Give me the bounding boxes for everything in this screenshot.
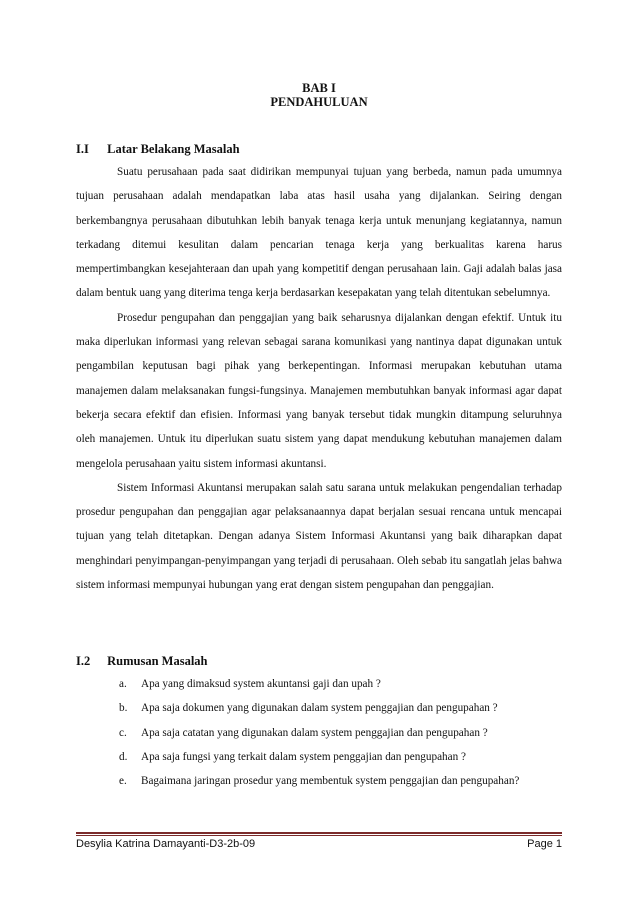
section-heading-rumusan-masalah xyxy=(76,654,208,669)
list-marker: b. xyxy=(119,702,128,715)
section-number: I.I xyxy=(76,142,89,156)
section-title: Latar Belakang Masalah xyxy=(107,142,240,156)
list-marker: d. xyxy=(119,750,128,763)
list-item-text: Apa saja fungsi yang terkait dalam system penggajian dan pengupahan ? xyxy=(141,750,466,763)
list-item xyxy=(119,721,562,745)
list-item-text: Bagaimana jaringan prosedur yang membentuk system penggajian dan pengupahan? xyxy=(141,775,520,788)
list-item-text: Apa saja catatan yang digunakan dalam system penggajian dan pengupahan ? xyxy=(141,726,488,739)
paragraph: Sistem Informasi Akuntansi merupakan salah satu sarana untuk melakukan pengendalian terhadap prosedur pengupahan dan penggajian agar pelaksanaannya dapat berjalan sesuai rencana untuk mencapai tujuan yang telah ditetapkan. Dengan adanya Sistem Informasi Akuntansi yang baik diharapkan dapat menghindari penyimpangan-penyimpangan yang terjadi di perusahaan. Oleh sebab itu sangatlah jelas bahwa sistem informasi mempunyai hubungan yang erat dengan sistem pengupahan dan penggajian. xyxy=(76,481,562,592)
list-item-text: Apa saja dokumen yang digunakan dalam system penggajian dan pengupahan ? xyxy=(141,702,498,715)
section-title: Rumusan Masalah xyxy=(107,654,208,668)
list-item xyxy=(119,672,562,696)
paragraph: Prosedur pengupahan dan penggajian yang baik seharusnya dijalankan dengan efektif. Untuk itu maka diperlukan informasi yang relevan sebagai sarana komunikasi yang nantinya dapat digunakan untuk pengambilan keputusan bagi pihak yang berkepentingan. Informasi merupakan kebutuhan utama manajemen dalam melaksanakan fungsi-fungsinya. Manajemen membutuhkan banyak informasi agar dapat bekerja secara efektif dan efisien. Informasi yang banyak tersebut tidak mungkin ditampung seluruhnya oleh manajemen. Untuk itu diperlukan suatu sistem yang dapat mendukung kebutuhan manajemen dalam mengelola perusahaan yaitu sistem informasi akuntansi. xyxy=(76,311,562,470)
section-number: I.2 xyxy=(76,654,91,668)
footer-rule-thin xyxy=(76,835,562,836)
footer-rule xyxy=(76,832,562,834)
section-heading-latar-belakang xyxy=(76,142,240,157)
page-number: Page 1 xyxy=(527,838,562,850)
list-marker: c. xyxy=(119,726,127,739)
list-item-text: Apa yang dimaksud system akuntansi gaji dan upah ? xyxy=(141,678,381,690)
list-item xyxy=(119,696,562,720)
question-list xyxy=(119,672,562,793)
paragraph: Suatu perusahaan pada saat didirikan mempunyai tujuan yang berbeda, namun pada umumnya tujuan perusahaan adalah mendapatkan laba atas hasil usaha yang dijalankan. Seiring dengan berkembangnya perusahaan dibutuhkan lebih banyak tenaga kerja untuk menunjang kegiatannya, namun terkadang ditemui kesulitan dalam pencarian tenaga kerja yang berkualitas karena harus mempertimbangkan kesejahteraan dan upah yang kompetitif dengan perusahaan lain. Gaji adalah balas jasa dalam bentuk uang yang diterima tenga kerja berdasarkan kesepakatan yang telah ditentukan sebelumnya. xyxy=(76,166,562,300)
chapter-title: PENDAHULUAN xyxy=(270,95,368,109)
footer-author: Desylia Katrina Damayanti-D3-2b-09 xyxy=(76,838,256,850)
list-marker: a. xyxy=(119,678,127,690)
list-item xyxy=(119,745,562,769)
list-marker: e. xyxy=(119,775,127,788)
section-body-latar-belakang xyxy=(76,160,562,597)
list-item xyxy=(119,769,562,793)
chapter-number: BAB I xyxy=(302,81,336,95)
